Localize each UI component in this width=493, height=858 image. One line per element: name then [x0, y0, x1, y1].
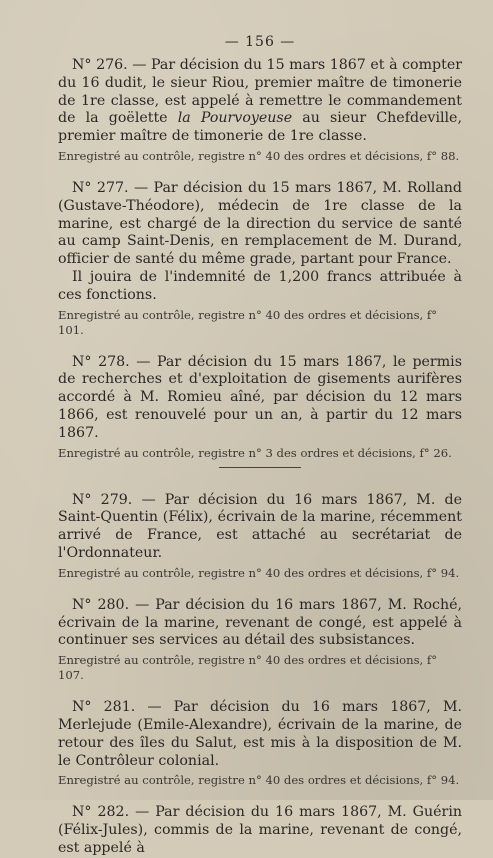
entry-text: N° 277. — Par décision du 15 mars 1867, M. Rolland (Gustave-Théodore), médecin de 1re classe de la marine, est chargé de la direction du service de santé au camp Saint-Denis, en remplacement de M. Durand, officier de santé du même grade, partant pour France.: [58, 179, 462, 268]
entry-278: [58, 354, 462, 461]
entry-276: [58, 57, 462, 164]
entry-text: [58, 57, 462, 146]
registration-note: Enregistré au contrôle, registre n° 40 des ordres et décisions, f° 88.: [58, 148, 460, 163]
entry-277: [58, 180, 462, 338]
entry-279: [58, 492, 462, 581]
registration-note: Enregistré au contrôle, registre n° 40 des ordres et décisions, f° 94.: [58, 565, 460, 580]
entry-text: N° 278. — Par décision du 15 mars 1867, le permis de recherches et d'exploitation de gisements aurifères accordé à M. Romieu aîné, par décision du 12 mars 1866, est renouvelé pour un an, à partir du 12 mars 1867.: [58, 353, 462, 441]
entry-text-part: N° 276. — Par décision du 15 mars 1867 et à compter du 16 dudit, le sieur Riou, premier maître de timonerie de 1re classe, est appelé à remettre le commandement de la goëlette: [58, 57, 462, 127]
registration-note: Enregistré au contrôle, registre n° 3 des ordres et décisions, f° 26.: [58, 445, 452, 460]
entry-text-part: au sieur Chefdeville, premier maître de timonerie de 1re classe.: [58, 110, 462, 145]
page-content: [58, 34, 462, 858]
page-number: — 156 —: [224, 34, 296, 50]
entry-282: [58, 804, 462, 857]
entry-text: N° 280. — Par décision du 16 mars 1867, M. Roché, écrivain de la marine, revenant de congé, est appelé à continuer ses services au détail des subsistances.: [58, 596, 462, 649]
entry-281: [58, 699, 462, 788]
entry-text: N° 281. — Par décision du 16 mars 1867, M. Merlejude (Emile-Alexandre), écrivain de la marine, de retour des îles du Salut, est mis à la disposition de M. le Contrôleur colonial.: [58, 699, 462, 769]
registration-note: Enregistré au contrôle, registre n° 40 des ordres et décisions, f° 94.: [58, 773, 460, 788]
entry-text: N° 279. — Par décision du 16 mars 1867, M. de Saint-Quentin (Félix), écrivain de la marine, récemment arrivé de France, est attaché au secrétariat de l'Ordonnateur.: [58, 491, 462, 561]
entry-280: [58, 597, 462, 683]
registration-note: Enregistré au contrôle, registre n° 40 des ordres et décisions, f° 101.: [58, 307, 438, 337]
entry-text-continued: Il jouira de l'indemnité de 1,200 francs attribuée à ces fonctions.: [58, 268, 462, 303]
section-divider: [219, 467, 301, 468]
ship-name: la Pourvoyeuse: [177, 110, 293, 127]
registration-note: Enregistré au contrôle, registre n° 40 des ordres et décisions, f° 107.: [58, 653, 438, 683]
entry-text: N° 282. — Par décision du 16 mars 1867, M. Guérin (Félix-Jules), commis de la marine, revenant de congé, est appelé à: [58, 804, 462, 856]
